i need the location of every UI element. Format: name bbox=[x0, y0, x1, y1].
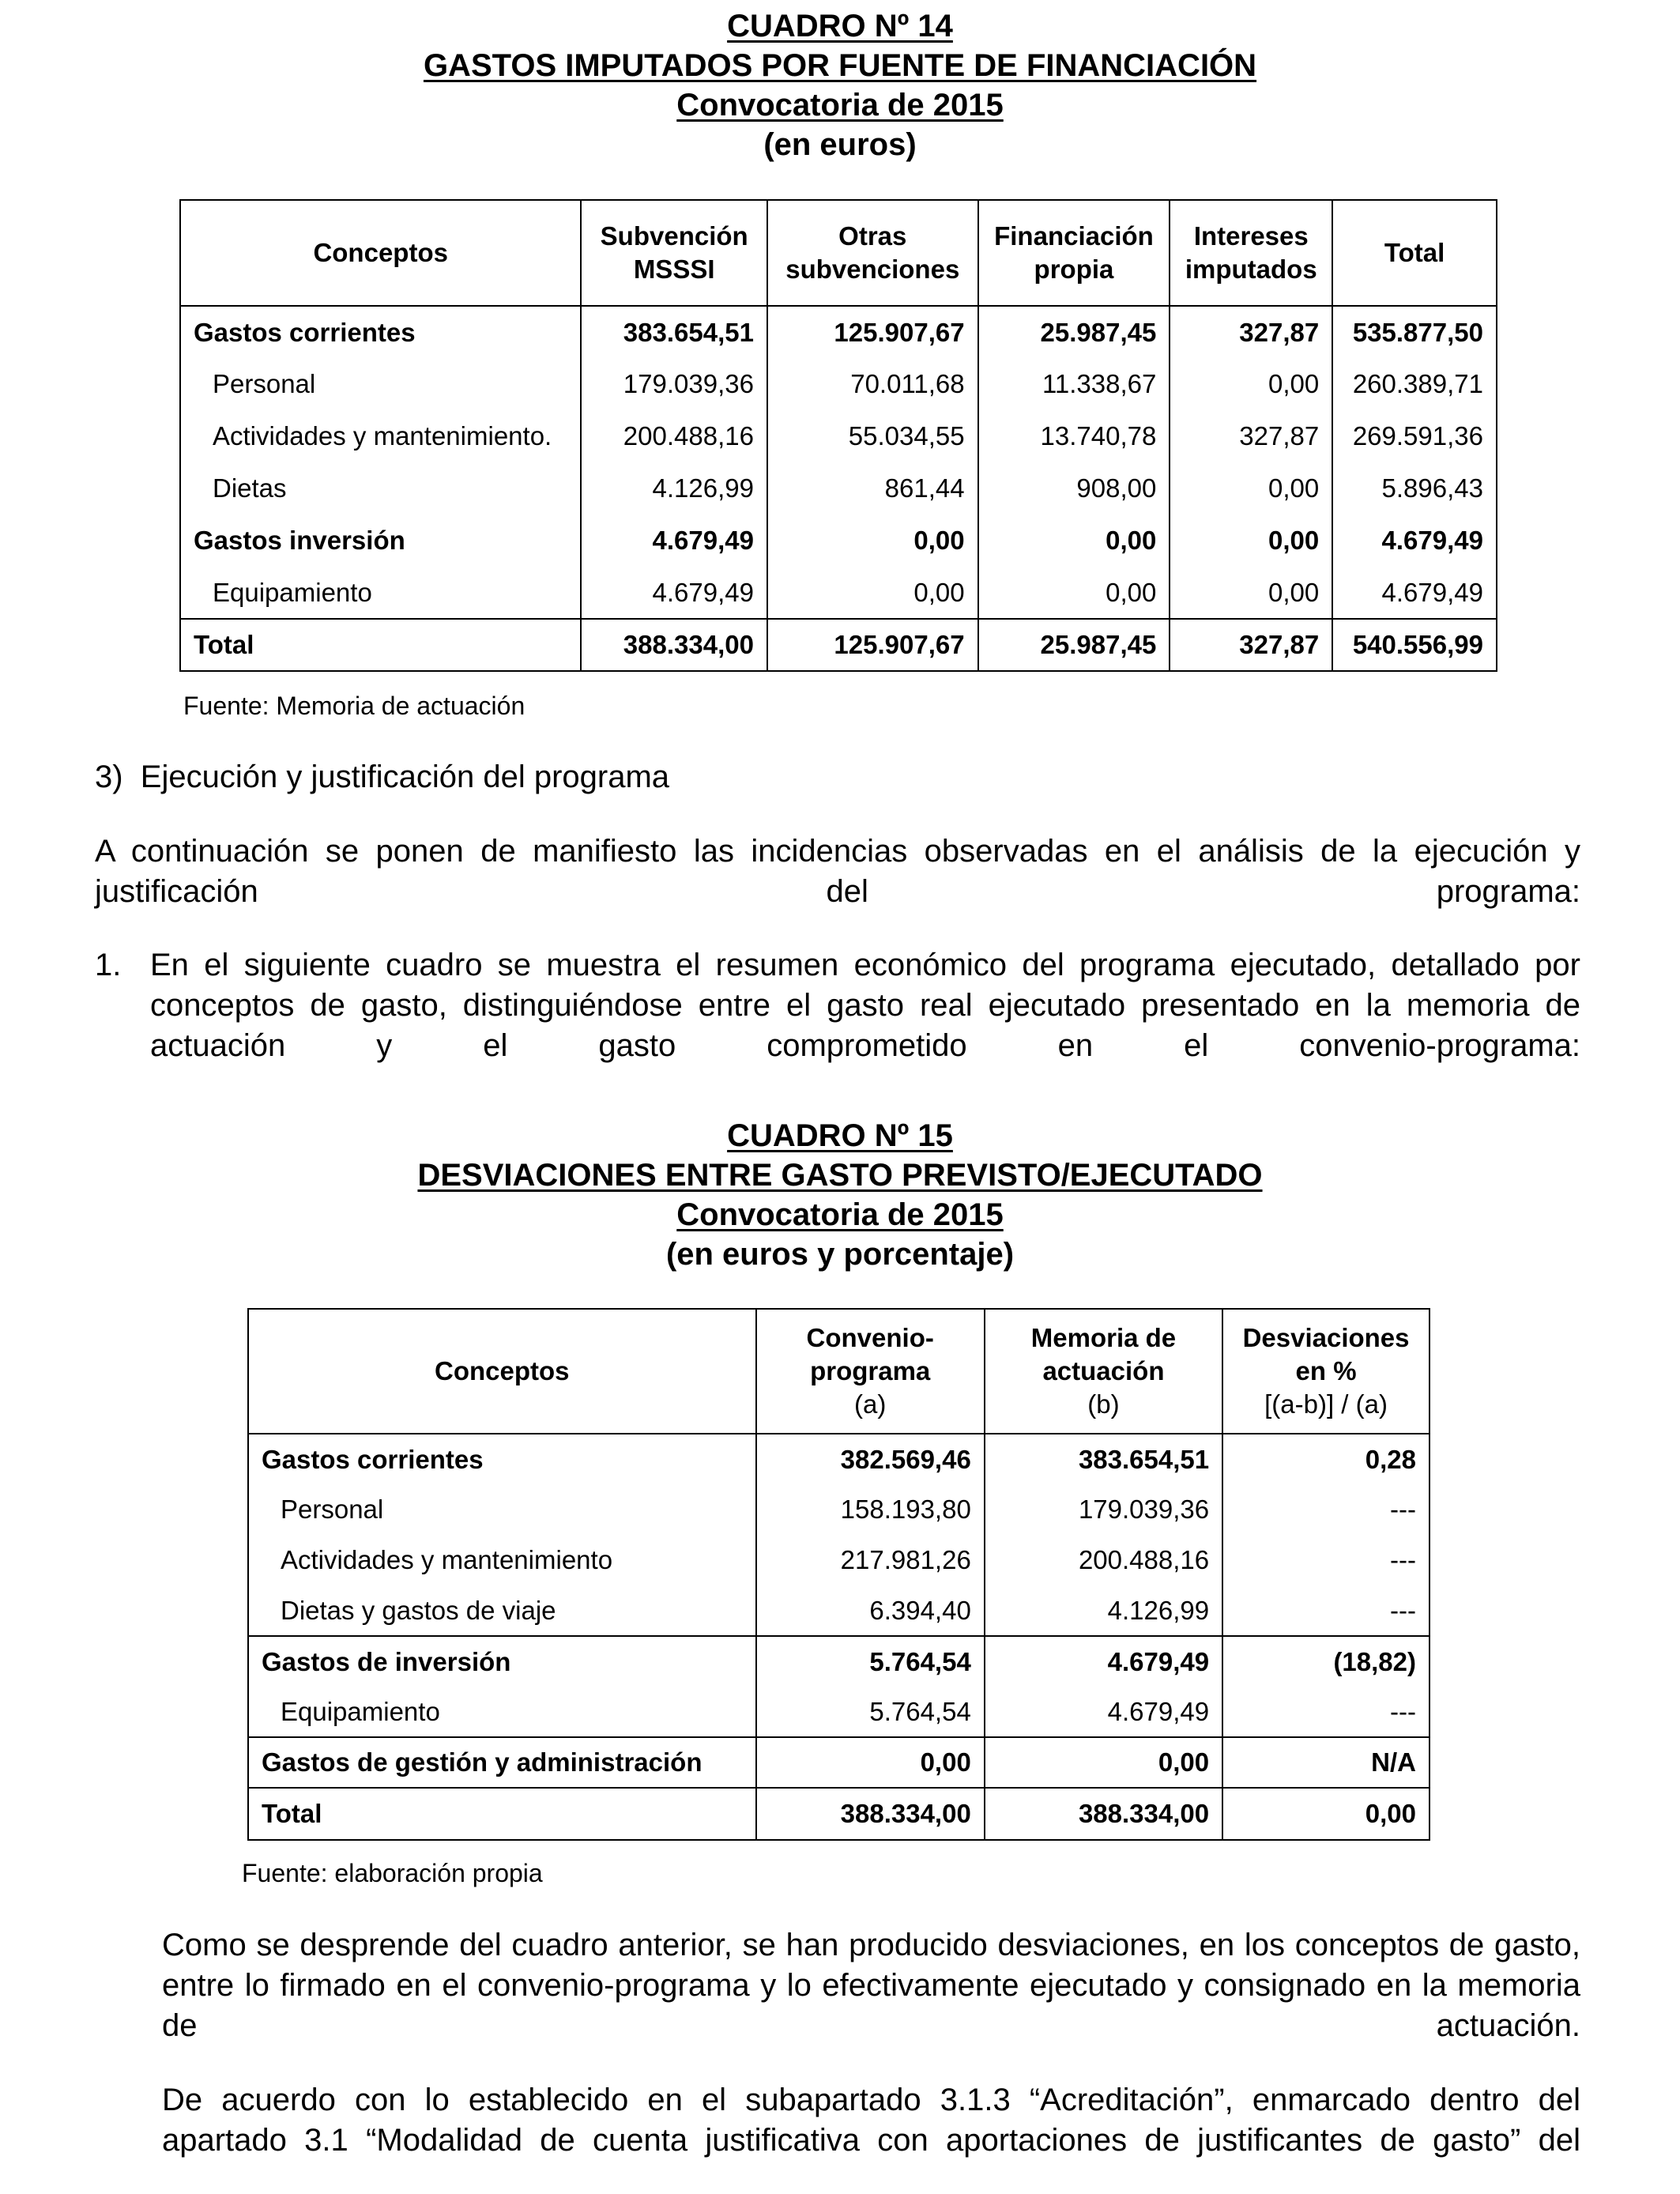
section3-intro: A continuación se ponen de manifiesto las incidencias observadas en el análisis de la ejecución y justificación del programa: bbox=[95, 834, 1580, 909]
table-row bbox=[180, 358, 1497, 410]
list-item-1-number: 1. bbox=[95, 948, 122, 982]
cell-memoria: 383.654,51 bbox=[985, 1434, 1222, 1484]
row-label: Equipamiento bbox=[248, 1687, 756, 1737]
cell-otras: 861,44 bbox=[767, 462, 978, 515]
row-label: Actividades y mantenimiento bbox=[248, 1535, 756, 1585]
header-conceptos: Conceptos bbox=[180, 200, 581, 306]
cell-total: 269.591,36 bbox=[1332, 410, 1497, 462]
header-financiacion-propia: Financiación propia bbox=[978, 200, 1170, 306]
table-row bbox=[248, 1535, 1430, 1585]
cuadro14-heading bbox=[0, 6, 1680, 164]
row-label: Gastos corrientes bbox=[248, 1434, 756, 1484]
cuadro15-table bbox=[247, 1308, 1430, 1841]
header-memoria-actuacion: Memoria de actuación (b) bbox=[985, 1309, 1222, 1434]
cell-financiacion: 908,00 bbox=[978, 462, 1170, 515]
cell-total: 535.877,50 bbox=[1332, 306, 1497, 358]
cell-intereses: 327,87 bbox=[1170, 619, 1332, 671]
cell-subvencion: 200.488,16 bbox=[581, 410, 767, 462]
cell-financiacion: 0,00 bbox=[978, 567, 1170, 619]
cell-subvencion: 179.039,36 bbox=[581, 358, 767, 410]
cell-subvencion: 4.679,49 bbox=[581, 515, 767, 567]
row-label: Personal bbox=[248, 1484, 756, 1535]
table-row bbox=[248, 1484, 1430, 1535]
table-row bbox=[180, 567, 1497, 619]
table-row bbox=[248, 1687, 1430, 1737]
cuadro14-title: GASTOS IMPUTADOS POR FUENTE DE FINANCIACIÓN bbox=[423, 48, 1257, 83]
row-label: Gastos corrientes bbox=[180, 306, 581, 358]
cell-total: 4.679,49 bbox=[1332, 567, 1497, 619]
cell-memoria: 179.039,36 bbox=[985, 1484, 1222, 1535]
section3-heading: 3) Ejecución y justificación del programa bbox=[95, 760, 670, 794]
cell-desviacion: --- bbox=[1222, 1535, 1430, 1585]
cell-memoria: 388.334,00 bbox=[985, 1788, 1222, 1840]
cell-memoria: 4.126,99 bbox=[985, 1585, 1222, 1636]
header-convenio-sub: (a) bbox=[854, 1389, 887, 1419]
cell-convenio: 382.569,46 bbox=[756, 1434, 985, 1484]
cell-financiacion: 0,00 bbox=[978, 515, 1170, 567]
header-otras-subvenciones: Otras subvenciones bbox=[767, 200, 978, 306]
cell-memoria: 200.488,16 bbox=[985, 1535, 1222, 1585]
cell-total: 5.896,43 bbox=[1332, 462, 1497, 515]
cell-convenio: 6.394,40 bbox=[756, 1585, 985, 1636]
cell-otras: 125.907,67 bbox=[767, 619, 978, 671]
header-desviaciones-sub: [(a-b)] / (a) bbox=[1264, 1389, 1388, 1419]
list-item-1-text: En el siguiente cuadro se muestra el resumen económico del programa ejecutado, detallado por conceptos de gasto, distinguiéndose entre el gasto real ejecutado presentado en la memoria de actuación y el gasto comprometido en el convenio-programa: bbox=[150, 948, 1580, 1063]
cell-intereses: 0,00 bbox=[1170, 515, 1332, 567]
table-row bbox=[180, 306, 1497, 358]
cuadro15-title: DESVIACIONES ENTRE GASTO PREVISTO/EJECUTADO bbox=[417, 1158, 1263, 1193]
table-row bbox=[248, 1434, 1430, 1484]
cell-desviacion: --- bbox=[1222, 1585, 1430, 1636]
cuadro14-convocatoria: Convocatoria de 2015 bbox=[676, 88, 1004, 123]
cuadro14-source: Fuente: Memoria de actuación bbox=[183, 692, 525, 720]
cell-intereses: 0,00 bbox=[1170, 358, 1332, 410]
cell-intereses: 327,87 bbox=[1170, 306, 1332, 358]
cell-otras: 0,00 bbox=[767, 515, 978, 567]
cuadro15-heading bbox=[0, 1116, 1680, 1274]
cell-subvencion: 4.126,99 bbox=[581, 462, 767, 515]
row-label: Dietas bbox=[180, 462, 581, 515]
cuadro15-number: CUADRO Nº 15 bbox=[727, 1118, 953, 1153]
table-total-row bbox=[180, 619, 1497, 671]
cuadro14-table bbox=[179, 199, 1497, 672]
cell-desviacion: --- bbox=[1222, 1484, 1430, 1535]
header-subvencion: Subvención MSSSI bbox=[581, 200, 767, 306]
cell-intereses: 0,00 bbox=[1170, 567, 1332, 619]
cuadro14-number: CUADRO Nº 14 bbox=[727, 9, 953, 43]
cell-total: 260.389,71 bbox=[1332, 358, 1497, 410]
cuadro15-units: (en euros y porcentaje) bbox=[665, 1237, 1015, 1272]
row-label: Gastos de gestión y administración bbox=[248, 1737, 756, 1788]
cell-desviacion: --- bbox=[1222, 1687, 1430, 1737]
cell-intereses: 0,00 bbox=[1170, 462, 1332, 515]
header-memoria-sub: (b) bbox=[1087, 1389, 1120, 1419]
cell-convenio: 5.764,54 bbox=[756, 1636, 985, 1687]
header-total: Total bbox=[1332, 200, 1497, 306]
cell-convenio: 5.764,54 bbox=[756, 1687, 985, 1737]
cuadro15-convocatoria: Convocatoria de 2015 bbox=[676, 1197, 1004, 1232]
cell-convenio: 388.334,00 bbox=[756, 1788, 985, 1840]
closing-paragraph-1: Como se desprende del cuadro anterior, se han producido desviaciones, en los conceptos de gasto, entre lo firmado en el convenio-programa y lo efectivamente ejecutado y consignado en la memoria de actuación. bbox=[162, 1928, 1580, 2043]
cell-convenio: 217.981,26 bbox=[756, 1535, 985, 1585]
cell-desviacion: (18,82) bbox=[1222, 1636, 1430, 1687]
cell-otras: 55.034,55 bbox=[767, 410, 978, 462]
cell-otras: 0,00 bbox=[767, 567, 978, 619]
cell-desviacion: N/A bbox=[1222, 1737, 1430, 1788]
cell-total: 540.556,99 bbox=[1332, 619, 1497, 671]
table-row bbox=[180, 515, 1497, 567]
table-row bbox=[180, 462, 1497, 515]
row-label: Total bbox=[248, 1788, 756, 1840]
cuadro14-units: (en euros) bbox=[763, 127, 917, 162]
cell-financiacion: 25.987,45 bbox=[978, 619, 1170, 671]
header-intereses: Intereses imputados bbox=[1170, 200, 1332, 306]
cuadro15-source: Fuente: elaboración propia bbox=[242, 1859, 543, 1887]
cell-convenio: 0,00 bbox=[756, 1737, 985, 1788]
row-label: Gastos de inversión bbox=[248, 1636, 756, 1687]
cell-financiacion: 11.338,67 bbox=[978, 358, 1170, 410]
cell-memoria: 0,00 bbox=[985, 1737, 1222, 1788]
cell-memoria: 4.679,49 bbox=[985, 1687, 1222, 1737]
table-row bbox=[248, 1585, 1430, 1636]
cell-financiacion: 25.987,45 bbox=[978, 306, 1170, 358]
cell-financiacion: 13.740,78 bbox=[978, 410, 1170, 462]
cell-subvencion: 383.654,51 bbox=[581, 306, 767, 358]
header-convenio-programa: Convenio- programa (a) bbox=[756, 1309, 985, 1434]
table-total-row bbox=[248, 1788, 1430, 1840]
cell-subvencion: 4.679,49 bbox=[581, 567, 767, 619]
table-row bbox=[180, 410, 1497, 462]
table-row bbox=[248, 1737, 1430, 1788]
row-label: Gastos inversión bbox=[180, 515, 581, 567]
row-label: Equipamiento bbox=[180, 567, 581, 619]
cell-convenio: 158.193,80 bbox=[756, 1484, 985, 1535]
cell-subvencion: 388.334,00 bbox=[581, 619, 767, 671]
header-conceptos: Conceptos bbox=[248, 1309, 756, 1434]
row-label: Actividades y mantenimiento. bbox=[180, 410, 581, 462]
row-label: Personal bbox=[180, 358, 581, 410]
cell-otras: 70.011,68 bbox=[767, 358, 978, 410]
cell-otras: 125.907,67 bbox=[767, 306, 978, 358]
row-label: Total bbox=[180, 619, 581, 671]
row-label: Dietas y gastos de viaje bbox=[248, 1585, 756, 1636]
cell-intereses: 327,87 bbox=[1170, 410, 1332, 462]
cell-memoria: 4.679,49 bbox=[985, 1636, 1222, 1687]
closing-paragraph-2: De acuerdo con lo establecido en el subapartado 3.1.3 “Acreditación”, enmarcado dentro del apartado 3.1 “Modalidad de cuenta justificativa con aportaciones de justificantes de gasto” del bbox=[162, 2083, 1580, 2158]
cell-desviacion: 0,00 bbox=[1222, 1788, 1430, 1840]
table-row bbox=[248, 1636, 1430, 1687]
cell-desviacion: 0,28 bbox=[1222, 1434, 1430, 1484]
cell-total: 4.679,49 bbox=[1332, 515, 1497, 567]
header-desviaciones: Desviaciones en % [(a-b)] / (a) bbox=[1222, 1309, 1430, 1434]
